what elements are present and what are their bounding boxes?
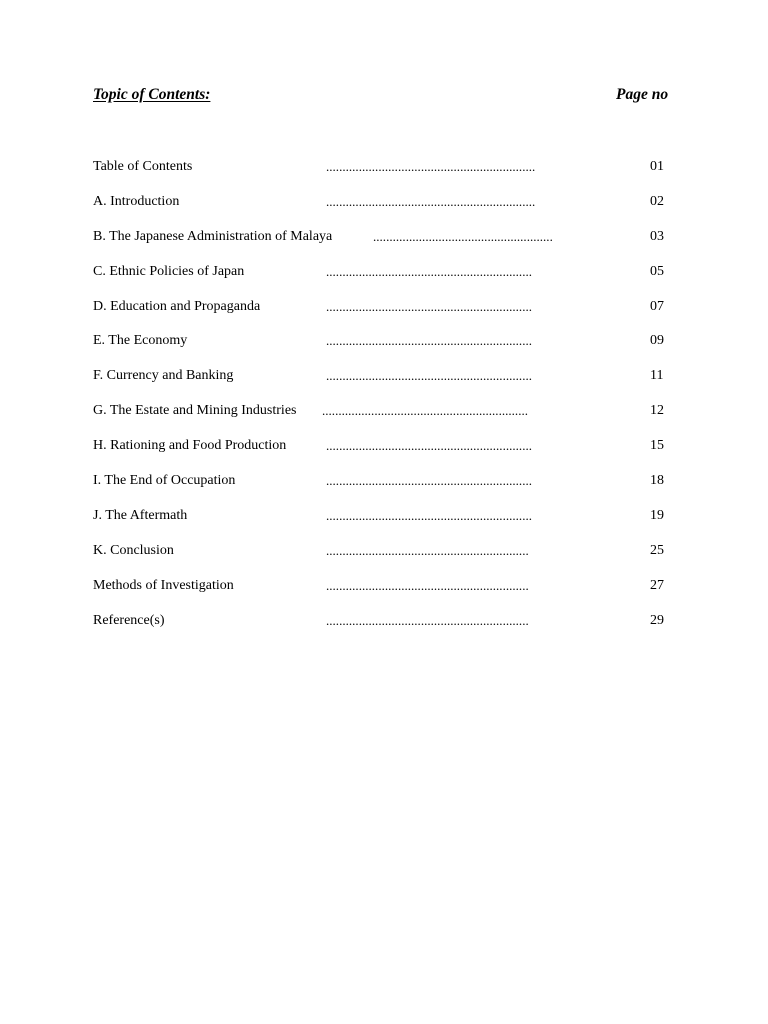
toc-dot-leader: ..............................................................: [326, 612, 529, 628]
toc-entry: [93, 331, 673, 366]
toc-entry-title: K. Conclusion: [93, 542, 174, 558]
toc-page-number: 02: [650, 193, 664, 209]
toc-entry-title: D. Education and Propaganda: [93, 298, 261, 314]
toc-dot-leader: ...............................................................: [322, 403, 529, 419]
toc-page-number: 11: [650, 368, 664, 384]
toc-entry-title: E. The Economy: [93, 333, 188, 349]
toc-entry: [93, 471, 673, 506]
toc-entry-title: Table of Contents: [93, 159, 193, 174]
toc-entry: [93, 297, 673, 332]
toc-entry-title: F. Currency and Banking: [93, 368, 234, 384]
toc-page-number: 18: [650, 473, 664, 489]
toc-entry: [93, 506, 673, 541]
toc-entry-title: G. The Estate and Mining Industries: [93, 403, 297, 419]
toc-page-number: 29: [650, 612, 664, 628]
toc-entry: [93, 262, 673, 297]
toc-page-number: 09: [650, 333, 664, 349]
toc-page-number: 01: [650, 159, 664, 174]
toc-page-number: 05: [650, 263, 664, 279]
toc-dot-leader: ...............................................................: [326, 507, 533, 523]
page-number-heading: Page no: [616, 86, 669, 103]
toc-entry: [93, 227, 673, 262]
toc-dot-leader: .......................................................: [373, 228, 553, 244]
toc-page-number: 19: [650, 507, 664, 523]
toc-entry: [93, 401, 673, 436]
toc-dot-leader: ..............................................................: [326, 577, 529, 593]
toc-entry-title: A. Introduction: [93, 193, 180, 209]
toc-entry: [93, 541, 673, 576]
toc-dot-leader: ...............................................................: [326, 263, 533, 279]
toc-entry-title: Methods of Investigation: [93, 577, 234, 593]
toc-dot-leader: ...............................................................: [326, 333, 533, 349]
toc-entry: [93, 576, 673, 611]
toc-page-number: 27: [650, 577, 664, 593]
toc-entry: [93, 436, 673, 471]
toc-dot-leader: ...............................................................: [326, 298, 533, 314]
toc-page-number: 12: [650, 403, 664, 419]
toc-dot-leader: ................................................................: [326, 193, 536, 209]
toc-entry-title: H. Rationing and Food Production: [93, 438, 287, 454]
table-of-contents: [93, 157, 673, 645]
toc-entry: [93, 366, 673, 401]
toc-dot-leader: ...............................................................: [326, 473, 533, 489]
toc-entry-title: I. The End of Occupation: [93, 473, 236, 489]
toc-page-number: 25: [650, 542, 664, 558]
toc-dot-leader: ...............................................................: [326, 438, 533, 454]
toc-dot-leader: ...............................................................: [326, 368, 533, 384]
toc-entry: [93, 157, 673, 192]
toc-entry: [93, 611, 673, 646]
toc-entry-title: J. The Aftermath: [93, 507, 188, 523]
toc-dot-leader: ................................................................: [326, 159, 536, 174]
toc-page-number: 07: [650, 298, 664, 314]
toc-entry-title: C. Ethnic Policies of Japan: [93, 263, 245, 279]
toc-entry-title: Reference(s): [93, 612, 165, 628]
toc-dot-leader: ..............................................................: [326, 542, 529, 558]
toc-entry-title: B. The Japanese Administration of Malaya: [93, 228, 333, 244]
toc-entry: [93, 192, 673, 227]
contents-title: Topic of Contents:: [93, 86, 211, 103]
toc-page-number: 03: [650, 228, 664, 244]
toc-page-number: 15: [650, 438, 664, 454]
